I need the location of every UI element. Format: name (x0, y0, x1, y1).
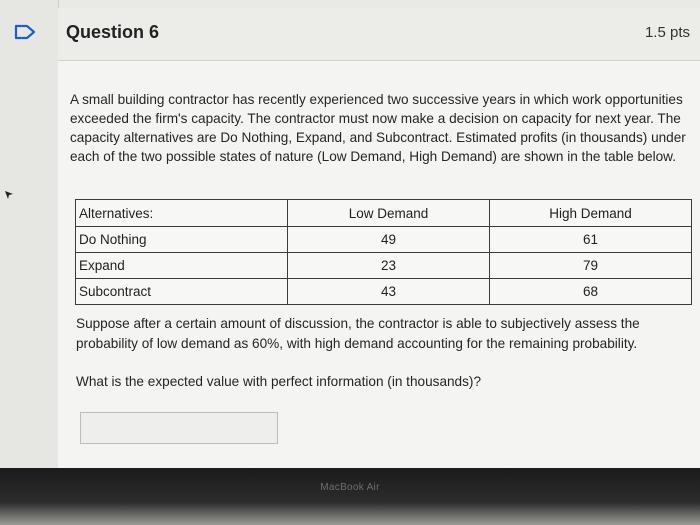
question-prompt: A small building contractor has recently experienced two successive years in which work opportunities exceeded the firm's capacity. The contractor must now make a decision on capacity for next year. The capacity alternatives are Do Nothing, Expand, and Subcontract. Estimated profits (in thousands) under each of the two possible states of nature (Low Demand, High Demand) are shown in the table below. (70, 92, 686, 164)
high-demand-value: 68 (490, 279, 692, 305)
question-points: 1.5 pts (644, 24, 690, 41)
table-row (76, 253, 692, 279)
table-row (76, 279, 692, 305)
question-title: Question 6 (66, 22, 160, 42)
low-demand-value: 23 (288, 253, 490, 279)
answer-input[interactable] (80, 412, 278, 444)
low-demand-value: 43 (288, 279, 490, 305)
table-header-row (76, 200, 692, 227)
flag-question-icon[interactable] (14, 24, 36, 40)
header-low-demand: Low Demand (288, 200, 490, 227)
header-alternatives: Alternatives: (76, 200, 288, 227)
device-brand-label: MacBook Air (320, 482, 380, 493)
payoff-table (75, 199, 692, 305)
laptop-bezel (0, 468, 700, 525)
row-label: Expand (76, 253, 288, 279)
left-gutter (0, 0, 59, 468)
question-header (58, 8, 700, 61)
row-label: Do Nothing (76, 227, 288, 253)
low-demand-value: 49 (288, 227, 490, 253)
table-row (76, 227, 692, 253)
question-followup: Suppose after a certain amount of discussion, the contractor is able to subjectively assess the probability of low demand as 60%, with high demand accounting for the remaining probability. (76, 316, 640, 351)
high-demand-value: 61 (490, 227, 692, 253)
question-card (58, 8, 700, 468)
high-demand-value: 79 (490, 253, 692, 279)
mouse-pointer-icon (4, 190, 14, 200)
row-label: Subcontract (76, 279, 288, 305)
question-ask: What is the expected value with perfect information (in thousands)? (76, 374, 482, 389)
header-high-demand: High Demand (490, 200, 692, 227)
